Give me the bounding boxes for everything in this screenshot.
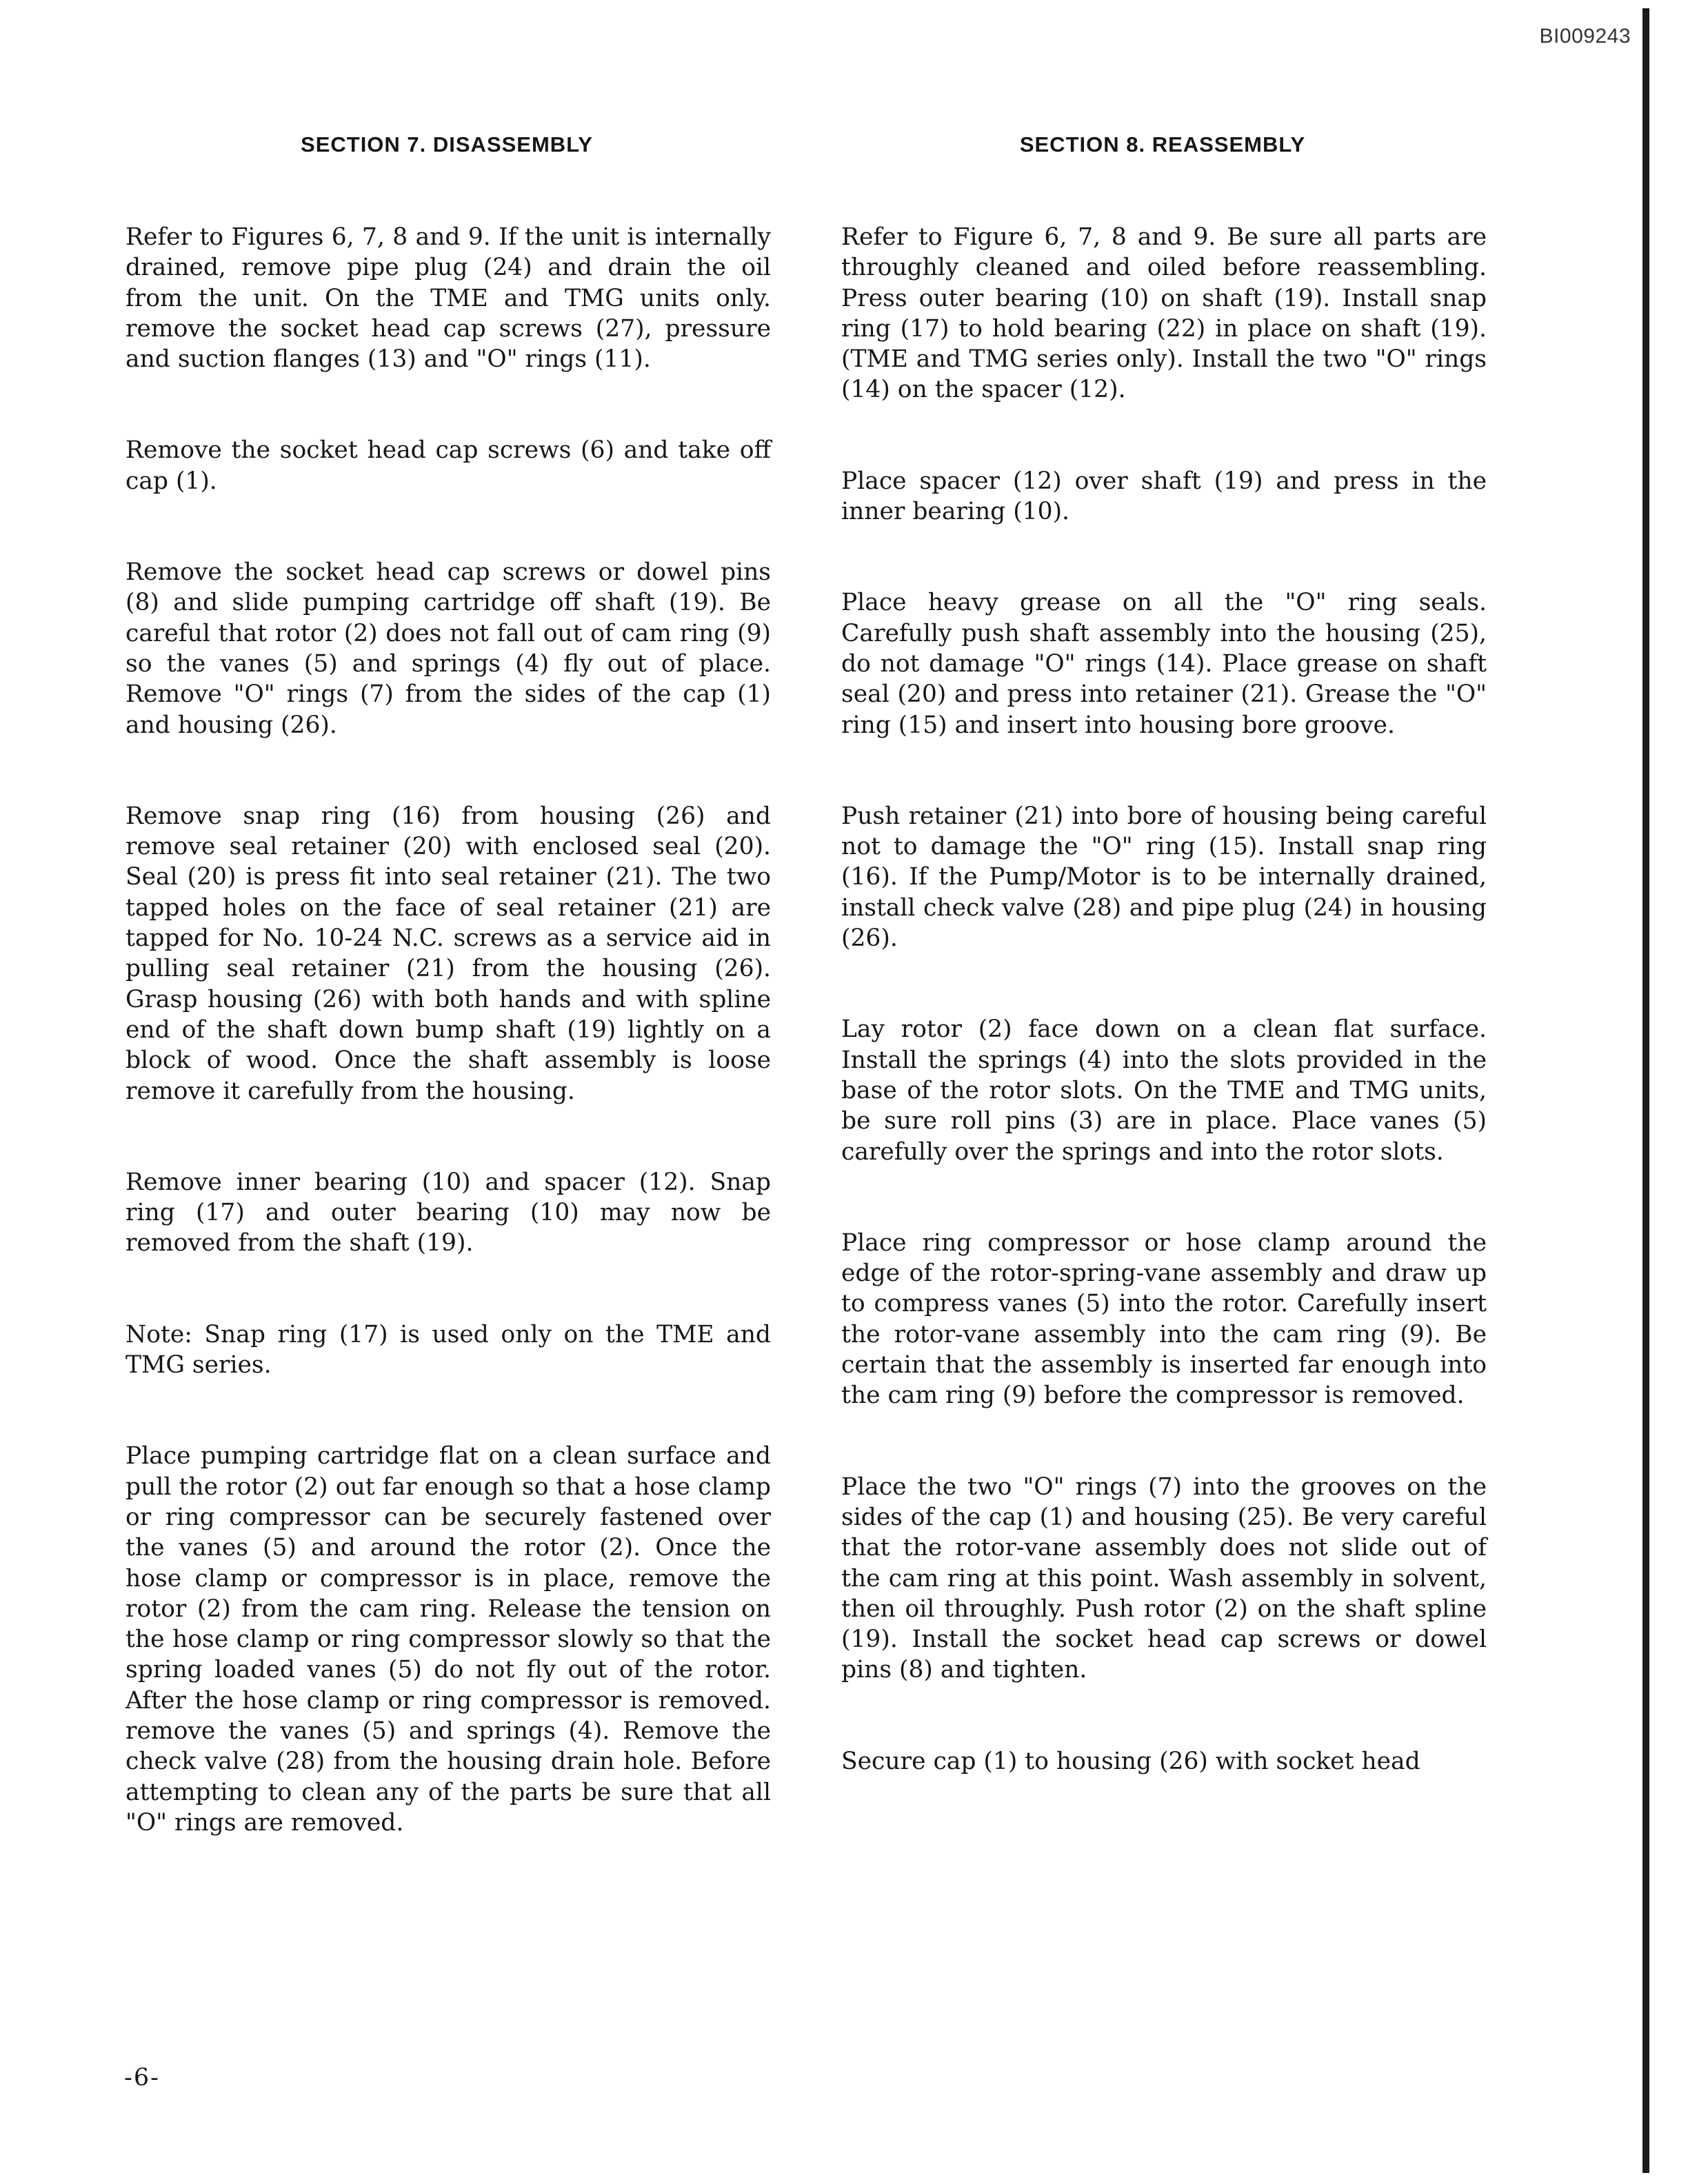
reassembly-paragraph: Push retainer (21) into bore of housing being careful not to damage the "O" ring (15). Install snap ring (16). If the Pump/Motor is to be internally drained, install check valve (28) and pipe plug (24) in housing (26). [841, 802, 1487, 953]
reassembly-paragraph: Refer to Figure 6, 7, 8 and 9. Be sure all parts are throughly cleaned and oiled before reassembling. Press outer bearing (10) on shaft (19). Install snap ring (17) to hold bearing (22) in place on shaft (19). (TME and TMG series only). Install the two "O" rings (14) on the spacer (12). [841, 223, 1487, 404]
disassembly-paragraph: Remove snap ring (16) from housing (26) and remove seal retainer (20) with enclosed seal (20). Seal (20) is press fit into seal retainer (21). The two tapped holes on the face of seal retainer (21) are tapped for No. 10-24 N.C. screws as a service aid in pulling seal retainer (21) from the housing (26). Grasp housing (26) with both hands and with spline end of the shaft down bump shaft (19) lightly on a block of wood. Once the shaft assembly is loose remove it carefully from the housing. [125, 802, 771, 1105]
reassembly-paragraph: Place heavy grease on all the "O" ring seals. Carefully push shaft assembly into the housing (25), do not damage "O" rings (14). Place grease on shaft seal (20) and press into retainer (21). Grease the "O" ring (15) and insert into housing bore groove. [841, 589, 1487, 739]
reassembly-paragraph: Place spacer (12) over shaft (19) and press in the inner bearing (10). [841, 467, 1487, 526]
disassembly-note: Note: Snap ring (17) is used only on the TME and TMG series. [125, 1320, 771, 1379]
reassembly-paragraph: Secure cap (1) to housing (26) with socket head [841, 1747, 1420, 1775]
page-number: -6- [124, 2064, 160, 2092]
reassembly-paragraph: Lay rotor (2) face down on a clean flat surface. Install the springs (4) into the slots provided in the base of the rotor slots. On the TME and TMG units, be sure roll pins (3) are in place. Place vanes (5) carefully over the springs and into the rotor slots. [841, 1015, 1487, 1166]
page-edge-rule [1642, 8, 1649, 2173]
reassembly-paragraph: Place the two "O" rings (7) into the grooves on the sides of the cap (1) and housing (25). Be very careful that the rotor-vane assembly does not slide out of the cam ring at this point. Wash assembly in solvent, then oil throughly. Push rotor (2) on the shaft spline (19). Install the socket head cap screws or dowel pins (8) and tighten. [841, 1473, 1487, 1684]
reassembly-column [841, 222, 1487, 1777]
disassembly-column [125, 222, 771, 1838]
disassembly-paragraph: Place pumping cartridge flat on a clean surface and pull the rotor (2) out far enough so that a hose clamp or ring compressor can be securely fastened over the vanes (5) and around the rotor (2). Once the hose clamp or compressor is in place, remove the rotor (2) from the cam ring. Release the tension on the hose clamp or ring compressor slowly so that the spring loaded vanes (5) do not fly out of the rotor. After the hose clamp or ring compressor is removed. remove the vanes (5) and springs (4). Remove the check valve (28) from the housing drain hole. Before attempting to clean any of the parts be sure that all "O" rings are removed. [125, 1442, 771, 1837]
disassembly-paragraph: Remove the socket head cap screws (6) and take off cap (1). [125, 436, 771, 495]
disassembly-paragraph: Remove the socket head cap screws or dowel pins (8) and slide pumping cartridge off shaft (19). Be careful that rotor (2) does not fall out of cam ring (9) so the vanes (5) and springs (4) fly out of place. Remove "O" rings (7) from the sides of the cap (1) and housing (26). [125, 558, 771, 739]
disassembly-paragraph: Refer to Figures 6, 7, 8 and 9. If the unit is internally drained, remove pipe plug (24) and drain the oil from the unit. On the TME and TMG units only. remove the socket head cap screws (27), pressure and suction flanges (13) and "O" rings (11). [125, 223, 771, 374]
disassembly-paragraph: Remove inner bearing (10) and spacer (12). Snap ring (17) and outer bearing (10) may now be removed from the shaft (19). [125, 1168, 771, 1257]
reassembly-paragraph: Place ring compressor or hose clamp around the edge of the rotor-spring-vane assembly and draw up to compress vanes (5) into the rotor. Carefully insert the rotor-vane assembly into the cam ring (9). Be certain that the assembly is inserted far enough into the cam ring (9) before the compressor is removed. [841, 1228, 1487, 1410]
document-id: BI009243 [1539, 25, 1631, 48]
section-heading-disassembly: SECTION 7. DISASSEMBLY [301, 132, 593, 156]
section-heading-reassembly: SECTION 8. REASSEMBLY [1019, 132, 1306, 156]
